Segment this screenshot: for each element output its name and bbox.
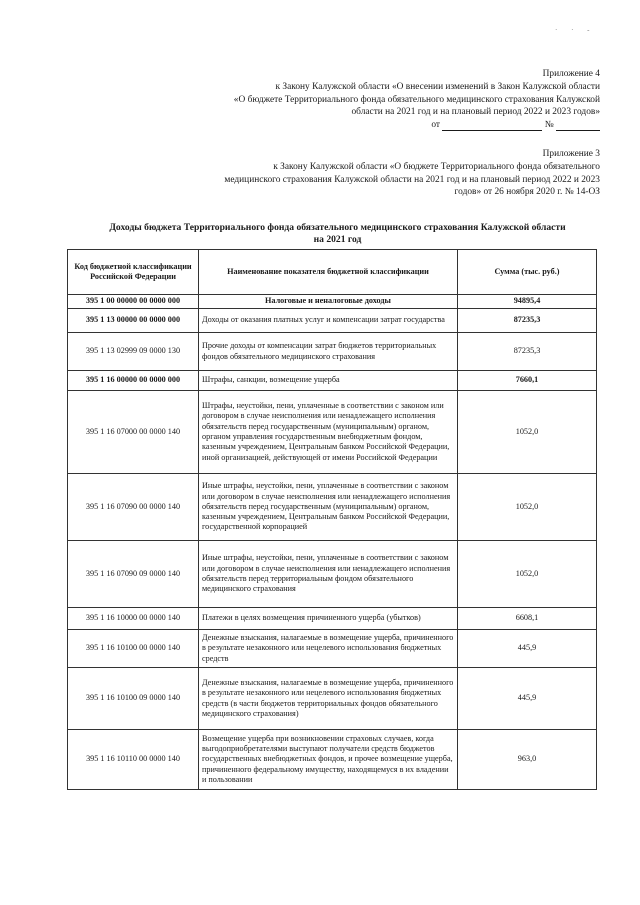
row-sum: 87235,3	[458, 333, 597, 371]
number-label: №	[544, 119, 554, 130]
document-title-line-1: Доходы бюджета Территориального фонда обязательного медицинского страхования Калужской области	[109, 222, 566, 233]
number-blank	[556, 120, 600, 131]
table-header-row	[68, 250, 597, 295]
table-row	[68, 730, 597, 790]
row-name: Прочие доходы от компенсации затрат бюджетов территориальных фондов обязательного медицинского страхования	[199, 333, 458, 371]
header-sum: Сумма (тыс. руб.)	[458, 250, 597, 295]
annex-3-line-1: к Закону Калужской области «О бюджете Территориального фонда обязательного	[273, 162, 600, 173]
annex-3-header	[224, 148, 600, 199]
annex-4-line-2: «О бюджете Территориального фонда обязательного медицинского страхования Калужской	[233, 94, 600, 105]
row-code: 395 1 16 07000 00 0000 140	[68, 391, 199, 474]
row-code: 395 1 00 00000 00 0000 000	[68, 295, 199, 309]
revenue-table	[67, 249, 597, 790]
row-code: 395 1 16 10110 00 0000 140	[68, 730, 199, 790]
row-sum: 6608,1	[458, 608, 597, 630]
annex-4-title: Приложение 4	[542, 69, 600, 79]
row-name: Иные штрафы, неустойки, пени, уплаченные в соответствии с законом или договором в случае неисполнения или ненадлежащего исполнения обязательств перед государственным (муниципальным) органом, казенным учреждением, Центральным банком Российской Федерации, государственной корпорацией	[199, 474, 458, 541]
table-row	[68, 541, 597, 608]
row-name: Штрафы, неустойки, пени, уплаченные в соответствии с законом или договором в случае неисполнения или ненадлежащего исполнения обязательств перед государственным (муниципальным) органом, органом управления государственным внебюджетным фондом, казенным учреждением, Центральным банком Российской Федерации, иной организацией, действующей от имени Российской Федерации	[199, 391, 458, 474]
row-code: 395 1 13 02999 09 0000 130	[68, 333, 199, 371]
row-sum: 1052,0	[458, 541, 597, 608]
header-name: Наименование показателя бюджетной классификации	[199, 250, 458, 295]
document-title-line-2: на 2021 год	[313, 234, 362, 246]
annex-3-line-2: медицинского страхования Калужской области на 2021 год и на плановый период 2022 и 2023	[224, 174, 600, 185]
row-name: Денежные взыскания, налагаемые в возмещение ущерба, причиненного в результате незаконного или нецелевого использования бюджетных средств (в части бюджетов территориальных фондов обязательного медицинского страхования)	[199, 668, 458, 730]
row-code: 395 1 16 10100 00 0000 140	[68, 630, 199, 668]
table-row	[68, 371, 597, 391]
row-name: Налоговые и неналоговые доходы	[199, 295, 458, 309]
row-sum: 1052,0	[458, 474, 597, 541]
row-name: Иные штрафы, неустойки, пени, уплаченные в соответствии с законом или договором в случае неисполнения или ненадлежащего исполнения обязательств перед территориальным фондом обязательного медицинского страхования	[199, 541, 458, 608]
table-row	[68, 474, 597, 541]
header-code: Код бюджетной классификации Российской Федерации	[68, 250, 199, 295]
table-row	[68, 608, 597, 630]
table-row	[68, 309, 597, 333]
annex-3-title: Приложение 3	[542, 149, 600, 159]
row-sum: 1052,0	[458, 391, 597, 474]
table-row	[68, 333, 597, 371]
date-blank	[442, 120, 542, 131]
table-row	[68, 668, 597, 730]
table-row	[68, 295, 597, 309]
scan-marks: · · -	[555, 26, 596, 34]
row-sum: 445,9	[458, 630, 597, 668]
row-code: 395 1 16 07090 09 0000 140	[68, 541, 199, 608]
row-sum: 94895,4	[458, 295, 597, 309]
annex-3-line-3: годов» от 26 ноября 2020 г. № 14-ОЗ	[454, 187, 600, 198]
row-sum: 963,0	[458, 730, 597, 790]
annex-4-line-1: к Закону Калужской области «О внесении изменений в Закон Калужской области	[275, 82, 600, 93]
annex-4-line-3: области на 2021 год и на плановый период 2022 и 2023 годов»	[351, 107, 600, 118]
document-title	[60, 222, 615, 247]
table-row	[68, 630, 597, 668]
row-code: 395 1 16 07090 00 0000 140	[68, 474, 199, 541]
row-name: Штрафы, санкции, возмещение ущерба	[199, 371, 458, 391]
row-code: 395 1 16 00000 00 0000 000	[68, 371, 199, 391]
row-sum: 7660,1	[458, 371, 597, 391]
row-code: 395 1 16 10100 09 0000 140	[68, 668, 199, 730]
annex-4-signature-line	[234, 119, 600, 131]
table-row	[68, 391, 597, 474]
row-sum: 87235,3	[458, 309, 597, 333]
row-code: 395 1 16 10000 00 0000 140	[68, 608, 199, 630]
annex-4-header	[234, 68, 600, 131]
row-name: Платежи в целях возмещения причиненного ущерба (убытков)	[199, 608, 458, 630]
row-name: Денежные взыскания, налагаемые в возмещение ущерба, причиненного в результате незаконного или нецелевого использования бюджетных средств	[199, 630, 458, 668]
row-sum: 445,9	[458, 668, 597, 730]
from-label: от	[431, 119, 441, 130]
row-name: Доходы от оказания платных услуг и компенсации затрат государства	[199, 309, 458, 333]
row-name: Возмещение ущерба при возникновении страховых случаев, когда выгодоприобретателями выступают получатели средств бюджетов государственных внебюджетных фондов, и прочее возмещение ущерба, причиненного федеральному имуществу, находящемуся в их владении и пользовании	[199, 730, 458, 790]
row-code: 395 1 13 00000 00 0000 000	[68, 309, 199, 333]
